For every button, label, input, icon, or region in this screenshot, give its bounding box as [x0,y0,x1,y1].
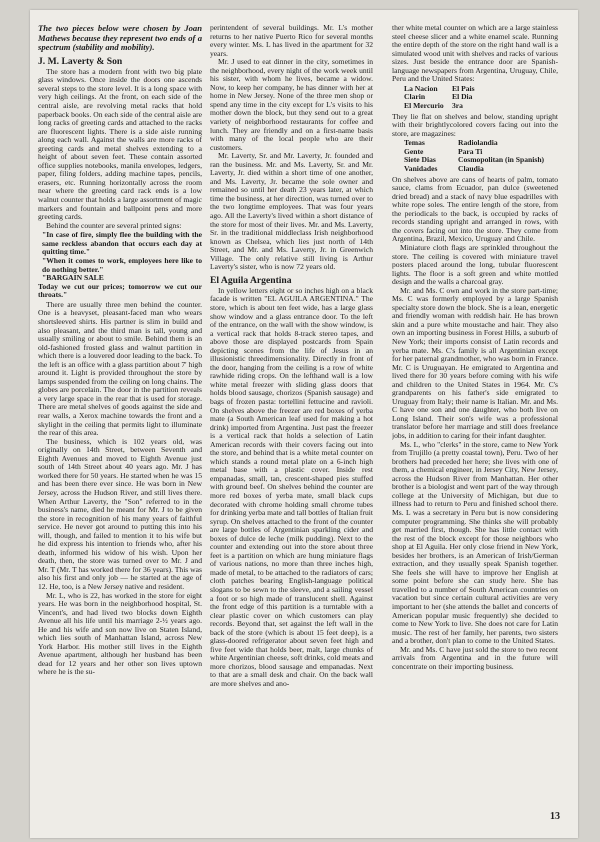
paragraph: Mr. J used to eat dinner in the city, sometimes in the neighborhood, every night of the work week until his sister, with whom he lives, became a widow. Now, to keep her company, he has dinner with her at home in New Jersey. None of the three men shop or spend any time in the city except for L's visits to his mother down the block, but they send out to a great variety of neighborhood restaurants for coffee and lunch. They are friendly and on a first-name basis with many of the local people who are their customers. [210,57,373,152]
newspaper-list [404,85,558,111]
magazine-name: Claudia [458,164,484,174]
magazine-name: Vanidades [404,164,438,174]
magazine-page [30,10,578,838]
paragraph: The store has a modern front with two big plate glass windows. Once inside the doors one ascends several steps to the store level. It is a long space with very high ceilings. At the front, on each side of the central aisle, are revolving metal racks that hold paperback books. On each side of the central aisle are long racks of greeting cards and attached to the racks are fluorescent lights. There is a side aisle running along each wall. Against the walls are more racks of greeting cards and metal shelves extending to a height of about seven feet. These contain assorted office supplies notebooks, manila envelopes, ledgers, paper, filing folders, adding machine tapes, pencils, erasers, etc. Running horizontally across the room near where the greeting card rack ends is a low walnut counter that holds a large assortment of magic markers and fountain and ballpoint pens and more greeting cards. [38,66,202,222]
paragraph: They lie flat on shelves and below, standing upright with their brightlycolored covers facing out into the store, are magazines: [392,111,558,138]
paragraph: perintendent of several buildings. Mr. L's mother returns to her native Puerto Rico for several months every winter. Ms. L has lived in the apartment for 32 years. [210,24,373,58]
column-2 [210,24,373,814]
newspaper-name: La Nacion [404,83,438,93]
sign-text: Today we cut our prices; tomorrow we cut our throats." [38,281,202,300]
column-1 [38,24,202,814]
newspaper-name: El Dia [452,92,473,102]
paragraph: Mr. L, who is 22, has worked in the store for eight years. He was born in the neighborhood hospital, St. Vincent's, and had lived two blocks down Eighth Avenue all his life until his marriage 2-½ years ago. He and his wife and son now live on Staten Island, which lies south of Manhattan Island, across New York Harbor. His mother still lives in the Eighth Avenue apartment, although her husband has been dead for 12 years and her other son lives uptown where he is the su- [38,590,202,677]
paragraph: In yellow letters eight or so inches high on a black facade is written "EL AGUILA ARGENTINA." The store, which is about ten feet wide, has a large glass show window and a glass entrance door. To the left of the entrance, on the wall with the show window, is a vertical rack that holds 8-track stereo tapes, and above those are displayed postcards from Spain depicting scenes from the life of Jesus in an illusionistic threedimensionality. Directly in front of the door, hanging from the ceiling is a row of white rawhide riding crops. On the lefthand wall is a low white metal freezer with sliding glass doors that holds blood sausage, chorizos (Spanish sausage) and bags of frozen pasta: tortellini fettucine and ravioli. On shelves above the freezer are red boxes of yerba mate (a South American leaf used for making a hot drink) imported from Argentina. Just past the freezer is a vertical rack that holds a selection of Latin American records with their covers facing out into the store, and behind that is a white metal counter on which stands a round metal plate on a 6-inch high metal base with a plastic cover. Inside rest empanadas, small, tan, crescent-shaped pies stuffed with ground beef. On shelves behind the counter are more red boxes of yerba mate, small black cups decorated with chrome holding small chrome tubes for drinking yerba mate and tall bottles of Italian fruit syrup. On shelves attached to the front of the counter are large bottles of Argentinian sparkling cider and boxes of dulce de leche (milk pudding). Next to the counter and extending out into the store about three feet is a partition on which are hung miniature flags of various nations, no more than three inches high, made of metal, to be attached to the radiators of cars; cloth patches bearing English-language political slogans to be sewn to the sleeve, and a sailing vessel a foot or so high made of translucent shell. Against the front edge of this partition is a turntable with a clear plastic cover on which customers can play records. Beyond that, set against the left wall in the back of the store (which is about 15 feet deep), is a glass-doored refrigerator about seven feet high and five feet wide that holds beer, malt, large chunks of white Argentinian cheese, soft drinks, cold meats and more chorizos, blood sausage and empanadas. Next to that are a small desk and chair. On the back wall are more shelves and ano- [210,285,373,689]
newspaper-name: Clarin [404,92,426,102]
sign-text: "BARGAIN SALE [42,273,104,283]
paragraph: The business, which is 102 years old, was originally on 14th Street, between Seventh and Eighth Avenues and moved to Eighth Avenue just south of 14th Street about 40 years ago. Mr. J has worked there for 50 years. He started when he was 15 and has been there ever since. He was born in New Jersey, across the Hudson River, and still lives there. When Arthur Laverty, the "Son" referred to in the business's name, died he meant for Mr. J to be given the store in recognition of his many years of faithful service. He never got around to putting this into his will, though, and failed to mention it to his wife but he did express his intention to friends who, after his death, informed his widow of his wish. Upon her death, then, the store was turned over to Mr. J and Mr. T (Mr. T has worked there for 36 years). This was also his first and only job — he started at the age of 12. He, too, is a New Jersey native and resident. [38,436,202,591]
magazine-name: Radiolandia [458,138,498,148]
section-title-laverty: J. M. Laverty & Son [38,55,123,67]
sign-text: "When it comes to work, employees here like to do nothing better." [42,255,202,274]
paragraph: ther white metal counter on which are a large stainless steel cheese slicer and a white enamel scale. Running the entire depth of the store on the right hand wall is a simulated wood unit with shelves and racks of various sizes. Just beside the entrance door are Spanish-language newspapers from Argentina, Uruguay, Chile, Peru and the United States: [392,24,558,84]
magazine-list [404,139,558,173]
paragraph: Mr. and Ms. C own and work in the store part-time; Ms. C was formerly employed by a large Spanish specialty store down the block. She is a lean, energetic and friendly woman with reddish hair. He has brown skin and a pure white moustache and hair. They also own an importing business in Forest Hills, a suburb of New York; their imports consist of Latin records and yerba mate. Ms. C's family is all Argentinian except for her paternal grandmother, who was born in France. Mr. C is Uruguayan. He emigrated to Argentina and lived there for 30 years before coming with his wife and children to the United States in 1964. Mr. C's grandparents on his father's side emigrated to Uruguay from Italy; their name is Italian. Mr. and Ms. C have one son and one daughter, who both live on Long Island. Their son's wife was a professional translator before her marriage and still does freelance jobs, in addition to caring for their infant daughter. [392,285,558,441]
page-number: 13 [550,811,560,822]
paragraph: Behind the counter are several printed signs: [46,220,182,230]
paragraph: Mr. and Ms. C have just sold the store to two recent arrivals from Argentina and in the future will concentrate on their importing business. [392,644,558,671]
paragraph: There are usually three men behind the counter. One is a heavyset, pleasant-faced man who wears shortsleeved shirts. His partner is slim in build and also pleasant, and the third man is tall, young and usually smiling or about to smile. Behind them is an old-fashioned frosted glass and walnut partition in which there is a louvered door leading to the back. To the left is an office with a glass partition about 7' high around it. Light is provided throughout the store by lamps suspended from the ceiling on long chains. The globes are porcelain. The door in the partition reveals a very large space in the rear that is used for storage. There are metal shelves of goods against the side and rear walls, a Xerox machine towards the front and a skylight in the ceiling that permits light to illuminate the rear of this area. [38,299,202,438]
intro-text: The two pieces below were chosen by Joan Mathews because they represent two ends of a spectrum (stability and mobility). [38,24,202,53]
newspaper-name: 3ra [452,101,463,111]
newspaper-name: El Mercurio [404,101,444,111]
column-3 [392,24,558,799]
magazine-name: Temas [404,138,425,148]
paragraph: On shelves above are cans of hearts of palm, tomato sauce, clams from Ecuador, pan dulce (sweetened dried bread) and a stack of navy blue espadrilles with white rope soles. The entire length of the store, from the periodicals to the back, is occupied by racks of records standing upright and arranged in rows, with the covers facing out into the store. They come from Argentina, Brazil, Mexico, Uruguay and Chile. [392,174,558,244]
magazine-name: Para Ti [458,146,483,156]
magazine-name: Gente [404,146,424,156]
paragraph: Ms. L, who "clerks" in the store, came to New York from Trujillo (a pretty coastal town), Peru. Two of her brothers had preceded her here; she lives with one of them, a chemical engineer, in Jersey City, New Jersey, across the Hudson River from Manhattan. Her other brother is a biologist and went part of the way through college at the University of Michigan, but due to illness had to return to Peru and finished school there. Ms. L was a secretary in Peru but is now considering computer programming. She thinks she will probably get married first, though. She has little contact with the rest of the block except for those neighbors who shop at El Aguila. Her only close friend in New York, besides her brothers, is an American of Irish/German extraction, and they usually speak Spanish together. She feels she will have to improve her English at some point before she can study here. She has travelled to a number of South American countries on vacation but since certain cultural activities are very important to her (she attends the ballet and concerts of American popular music frequently) she decided to come to New York to live. She does not care for Latin music. The rest of her family, her parents, two sisters and a brother, don't plan to come to the United States. [392,439,558,646]
section-title-el-aguila: El Aguila Argentina [210,274,292,286]
paragraph: Mr. Laverty, Sr. and Mr. Laverty, Jr. founded and ran the business. Mr. and Ms. Laverty, Sr. and Mr. Laverty, Jr. died within a short time of one another, and Ms. Laverty, Jr. became the sole owner and remained so until her death 23 years later, at which time the business, at her direction, was turned over to the two longtime employees. That was four years ago. All the Laverty's lived within a short distance of the store for most of their lives. Mr. and Ms. Laverty, Sr. in the traditional middleclass Irish neighborhood known as Chelsea, which lies just north of 14th Street, and Mr. and Ms. Laverty, Jr. in Greenwich Village. The only relative still living is Arthur Laverty's sister, who is now 72 years old. [210,151,373,272]
store-signs [38,231,202,300]
sign-text: "In case of fire, simply flee the building with the same reckless abandon that occurs each day at quitting time." [42,230,202,257]
magazine-name: Cosmopolitan (in Spanish) [458,155,545,165]
magazine-name: Siete Dias [404,155,436,165]
newspaper-name: El Pais [452,83,475,93]
paragraph: Miniature cloth flags are sprinkled throughout the store. The ceiling is covered with miniature travel posters placed around the long, tubular fluorescent lights. The floor is a soft green and white mottled design and the walls a charcoal gray. [392,243,558,287]
